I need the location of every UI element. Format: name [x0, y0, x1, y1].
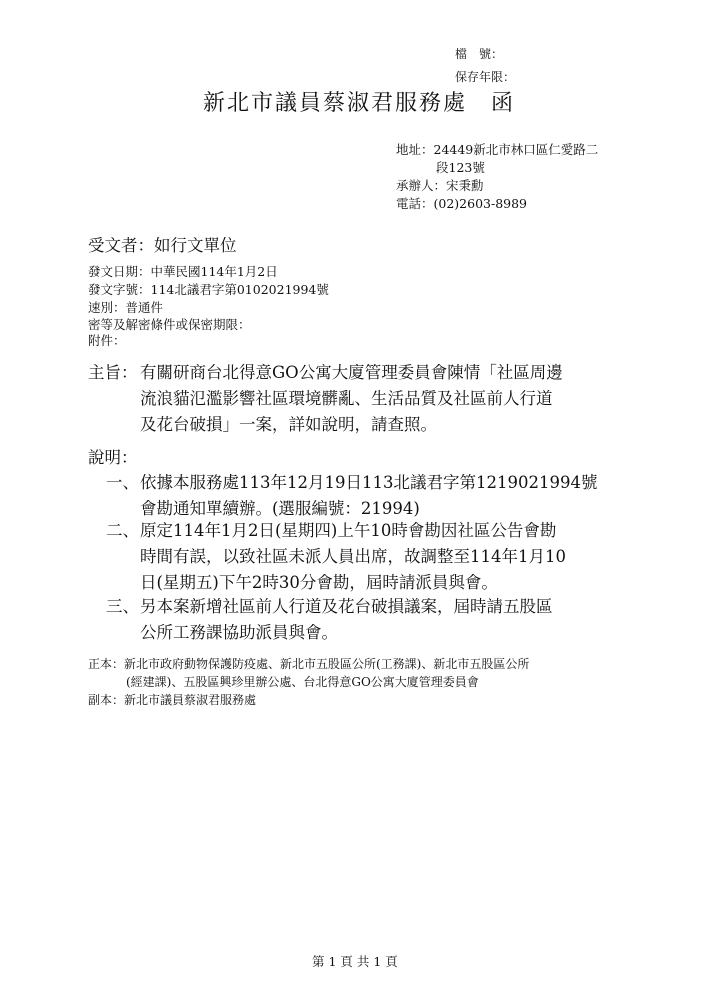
attachments: 附件：: [88, 333, 126, 348]
explanation-item-3-number: 三、: [106, 597, 139, 616]
explanation-line: 日(星期五)下午2時30分會勘，屆時請派員與會。: [140, 573, 498, 592]
file-number-label: 檔 號：: [455, 47, 504, 61]
explanation-line: 原定114年1月2日(星期四)上午10時會勘因社區公告會勘: [140, 521, 557, 540]
explanation-line: 依據本服務處113年12月19日113北議君字第1219021994號: [140, 473, 598, 492]
main-recipients-line-1: 正本：新北市政府動物保護防疫處、新北市五股區公所(工務課)、新北市五股區公所: [88, 657, 530, 671]
address-line-1: 地址：24449新北市林口區仁愛路二: [396, 142, 599, 157]
explanation-line: 會勘通知單續辦。(選服編號：21994): [140, 499, 420, 518]
explanation-item-2-number: 二、: [106, 521, 139, 540]
subject-label: 主旨：: [88, 363, 138, 382]
handler: 承辦人：宋秉勳: [396, 178, 484, 193]
subject-line: 及花台破損」一案，詳如說明，請查照。: [140, 415, 437, 434]
recipient: 受文者：如行文單位: [88, 236, 237, 255]
explanation-line: 另本案新增社區前人行道及花台破損議案，屆時請五股區: [140, 597, 553, 616]
explanation-line: 公所工務課協助派員與會。: [140, 623, 338, 642]
explanation-line: 時間有誤，以致社區未派人員出席，故調整至114年1月10: [140, 547, 566, 566]
secrecy-level: 密等及解密條件或保密期限：: [88, 317, 251, 332]
document-number: 發文字號：114北議君字第0102021994號: [88, 282, 329, 297]
page-number: 第 1 頁 共 1 頁: [312, 954, 398, 969]
subject-line: 有關研商台北得意GO公寓大廈管理委員會陳情「社區周邊: [140, 363, 563, 382]
copy-recipients: 副本：新北市議員蔡淑君服務處: [88, 693, 257, 707]
main-recipients-line-2: (經建課)、五股區興珍里辦公處、台北得意GO公寓大廈管理委員會: [126, 675, 479, 689]
retention-period-label: 保存年限：: [455, 70, 516, 84]
document-title: 新北市議員蔡淑君服務處 函: [203, 91, 516, 116]
explanation-item-3: [140, 594, 553, 646]
delivery-speed: 速別：普通件: [88, 300, 164, 315]
explanation-label: 說明：: [88, 448, 138, 467]
explanation-item-2: [140, 518, 566, 596]
subject-text: [140, 360, 563, 438]
address-line-2: 段123號: [436, 160, 485, 175]
phone: 電話：(02)2603-8989: [396, 196, 528, 211]
subject-line: 流浪貓氾濫影響社區環境髒亂、生活品質及社區前人行道: [140, 389, 553, 408]
issue-date: 發文日期：中華民國114年1月2日: [88, 264, 278, 279]
explanation-item-1: [140, 470, 597, 522]
explanation-item-1-number: 一、: [106, 473, 139, 492]
